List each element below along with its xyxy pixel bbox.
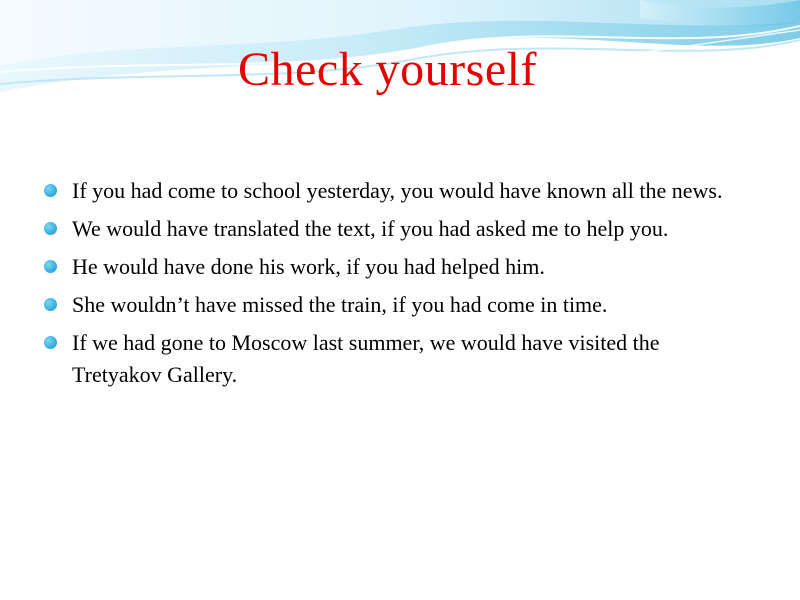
bullet-dot-icon	[44, 336, 57, 349]
bullet-dot-icon	[44, 260, 57, 273]
bullet-text: He would have done his work, if you had helped him.	[72, 254, 545, 279]
bullet-item	[44, 175, 754, 207]
bullet-text: If you had come to school yesterday, you would have known all the news.	[72, 178, 723, 203]
bullet-list	[44, 175, 754, 397]
bullet-text: If we had gone to Moscow last summer, we would have visited the Tretyakov Gallery.	[72, 330, 660, 387]
bullet-dot-icon	[44, 298, 57, 311]
bullet-dot-icon	[44, 222, 57, 235]
bullet-item	[44, 289, 754, 321]
slide-title: Check yourself	[238, 43, 537, 96]
bullet-text: She wouldn’t have missed the train, if you had come in time.	[72, 292, 608, 317]
bullet-item	[44, 251, 754, 283]
bullet-text: We would have translated the text, if you had asked me to help you.	[72, 216, 669, 241]
bullet-item	[44, 213, 754, 245]
bullet-dot-icon	[44, 184, 57, 197]
bullet-item	[44, 327, 754, 391]
